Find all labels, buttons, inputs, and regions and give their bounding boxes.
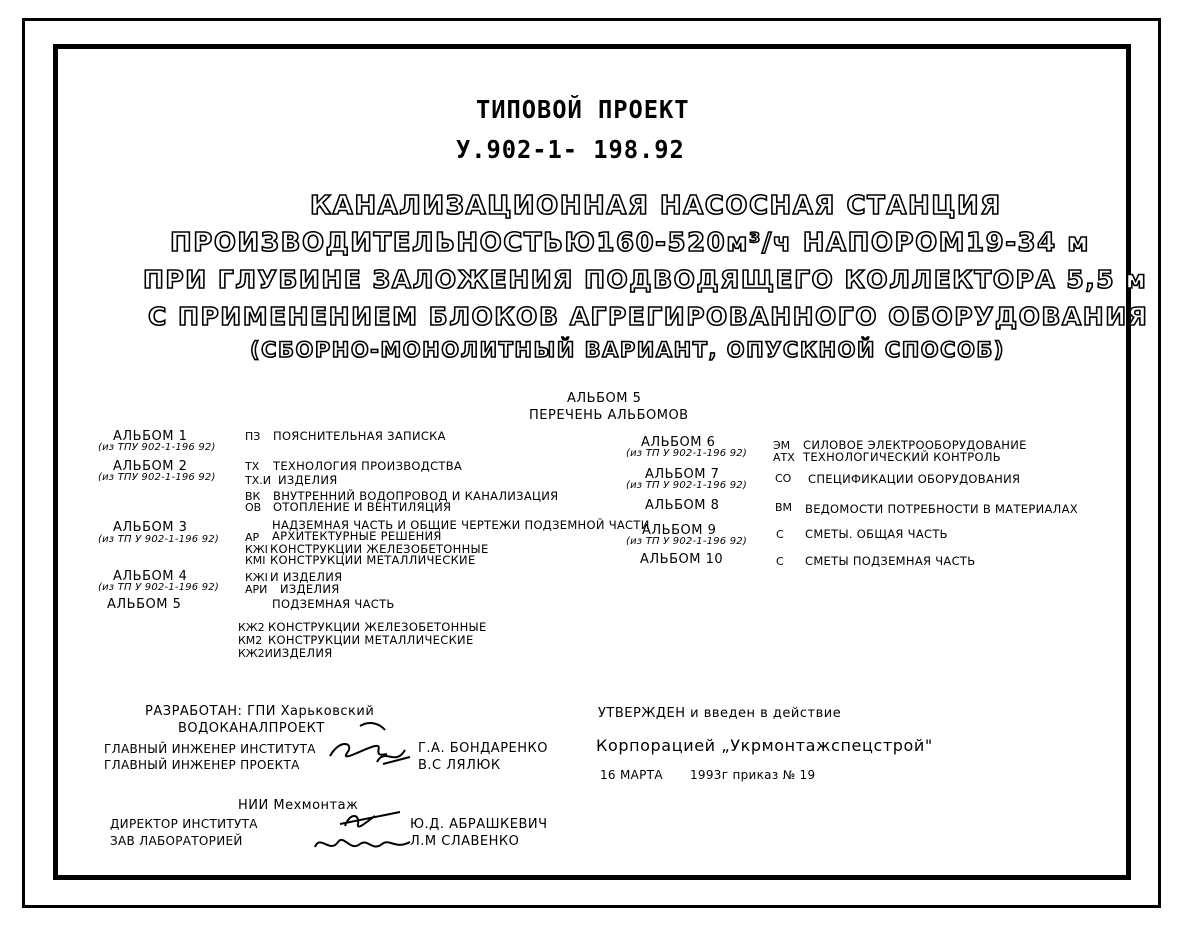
album-label: АЛЬБОМ 5 xyxy=(567,391,642,406)
album-2-code-3: ВК xyxy=(245,490,261,503)
approved-line: УТВЕРЖДЕН и введен в действие xyxy=(598,706,842,721)
album-7-label: АЛЬБОМ 7 xyxy=(645,467,720,482)
album-10-label: АЛЬБОМ 10 xyxy=(640,552,724,567)
album-3-desc-3: КОНСТРУКЦИИ МЕТАЛЛИЧЕСКИЕ xyxy=(270,553,476,567)
title-line-3: ПРИ ГЛУБИНЕ ЗАЛОЖЕНИЯ ПОДВОДЯЩЕГО КОЛЛЕКТОРА 5,5 м xyxy=(143,265,1148,294)
title-line-4: С ПРИМЕНЕНИЕМ БЛОКОВ АГРЕГИРОВАННОГО ОБОРУДОВАНИЯ xyxy=(148,302,1149,331)
album-4-desc-2: ИЗДЕЛИЯ xyxy=(280,582,340,596)
album-3-code-2: КЖI xyxy=(245,543,268,556)
album-8-label: АЛЬБОМ 8 xyxy=(645,498,720,513)
album-4-desc-1: И ИЗДЕЛИЯ xyxy=(270,570,343,584)
album-2-ref: (из ТПУ 902-1-196 92) xyxy=(98,472,216,483)
signature-2 xyxy=(375,742,415,772)
album-9-desc: СМЕТЫ. ОБЩАЯ ЧАСТЬ xyxy=(805,527,948,541)
album-2-code-1: ТХ xyxy=(245,460,260,473)
album-7-code: СО xyxy=(775,472,792,485)
album-6-code-2: АТХ xyxy=(773,451,795,464)
signature-3 xyxy=(320,804,410,834)
album-9-code: С xyxy=(776,528,784,541)
album-5-desc-3: ИЗДЕЛИЯ xyxy=(273,646,333,660)
album-5-label: АЛЬБОМ 5 xyxy=(107,597,182,612)
album-4-label: АЛЬБОМ 4 xyxy=(113,569,188,584)
album-1-desc: ПОЯСНИТЕЛЬНАЯ ЗАПИСКА xyxy=(273,429,446,443)
album-3-desc-1: АРХИТЕКТУРНЫЕ РЕШЕНИЯ xyxy=(272,529,442,543)
album-5-code-3: КЖ2И xyxy=(238,647,273,660)
approval-order: 1993г приказ № 19 xyxy=(690,768,816,782)
role-director: ДИРЕКТОР ИНСТИТУТА xyxy=(110,817,258,831)
album-3-code-3: КМI xyxy=(245,554,266,567)
name-lyalyuk: В.С ЛЯЛЮК xyxy=(418,758,501,773)
album-5-desc-1: КОНСТРУКЦИИ ЖЕЛЕЗОБЕТОННЫЕ xyxy=(268,620,487,634)
album-2-desc-2: ИЗДЕЛИЯ xyxy=(278,473,338,487)
role-chief-engineer-project: ГЛАВНЫЙ ИНЖЕНЕР ПРОЕКТА xyxy=(104,758,300,772)
album-3-desc-2: КОНСТРУКЦИИ ЖЕЛЕЗОБЕТОННЫЕ xyxy=(270,542,489,556)
album-10-desc: СМЕТЫ ПОДЗЕМНАЯ ЧАСТЬ xyxy=(805,554,976,568)
album-3-code-1: АР xyxy=(245,531,260,544)
album-2-desc-3: ВНУТРЕННИЙ ВОДОПРОВОД И КАНАЛИЗАЦИЯ xyxy=(273,489,559,503)
album-1-ref: (из ТПУ 902-1-196 92) xyxy=(98,442,216,453)
album-6-desc-2: ТЕХНОЛОГИЧЕСКИЙ КОНТРОЛЬ xyxy=(803,450,1001,464)
album-7-ref: (из ТП У 902-1-196 92) xyxy=(626,480,747,491)
developer-org: ВОДОКАНАЛПРОЕКТ xyxy=(178,721,325,736)
album-5-desc-2: КОНСТРУКЦИИ МЕТАЛЛИЧЕСКИЕ xyxy=(268,633,474,647)
album-1-label: АЛЬБОМ 1 xyxy=(113,429,188,444)
project-number: У.902-1- 198.92 xyxy=(456,135,685,164)
album-4-code-1: КЖI xyxy=(245,571,268,584)
corporation-line: Корпорацией „Укрмонтажспецстрой" xyxy=(596,736,933,755)
album-3-label: АЛЬБОМ 3 xyxy=(113,520,188,535)
album-5-code-2: КМ2 xyxy=(238,634,263,647)
title-line-1: КАНАЛИЗАЦИОННАЯ НАСОСНАЯ СТАНЦИЯ xyxy=(310,191,1002,221)
album-6-code-1: ЭМ xyxy=(773,439,791,452)
album-2-desc-1: ТЕХНОЛОГИЯ ПРОИЗВОДСТВА xyxy=(273,459,463,473)
album-7-desc: СПЕЦИФИКАЦИИ ОБОРУДОВАНИЯ xyxy=(808,472,1021,486)
album-3-head: НАДЗЕМНАЯ ЧАСТЬ И ОБЩИЕ ЧЕРТЕЖИ ПОДЗЕМНОЙ ЧАСТИ xyxy=(272,518,650,532)
name-slavenko: Л.М СЛАВЕНКО xyxy=(410,834,520,849)
album-6-desc-1: СИЛОВОЕ ЭЛЕКТРООБОРУДОВАНИЕ xyxy=(803,438,1027,452)
name-bondarenko: Г.А. БОНДАРЕНКО xyxy=(418,741,548,756)
album-10-code: С xyxy=(776,555,784,568)
project-type: ТИПОВОЙ ПРОЕКТ xyxy=(476,95,690,124)
developed-by: РАЗРАБОТАН: ГПИ Харьковский xyxy=(145,704,375,719)
album-2-code-4: ОВ xyxy=(245,501,262,514)
album-6-label: АЛЬБОМ 6 xyxy=(641,435,716,450)
album-2-label: АЛЬБОМ 2 xyxy=(113,459,188,474)
role-lab-head: ЗАВ ЛАБОРАТОРИЕЙ xyxy=(110,834,243,848)
name-abrashkevich: Ю.Д. АБРАШКЕВИЧ xyxy=(410,817,548,832)
role-chief-engineer-institute: ГЛАВНЫЙ ИНЖЕНЕР ИНСТИТУТА xyxy=(104,742,316,756)
album-9-label: АЛЬБОМ 9 xyxy=(642,523,717,538)
album-5-code-1: КЖ2 xyxy=(238,621,265,634)
approval-date: 16 МАРТА xyxy=(600,768,663,782)
album-list-heading: ПЕРЕЧЕНЬ АЛЬБОМОВ xyxy=(529,408,689,423)
signature-4 xyxy=(310,832,420,858)
title-line-2: ПРОИЗВОДИТЕЛЬНОСТЬЮ160-520м³/ч НАПОРОМ19-34 м xyxy=(170,228,1091,258)
album-2-code-2: ТХ.И xyxy=(245,474,271,487)
album-8-desc: ВЕДОМОСТИ ПОТРЕБНОСТИ В МАТЕРИАЛАХ xyxy=(805,502,1078,516)
album-6-ref: (из ТП У 902-1-196 92) xyxy=(626,448,747,459)
album-9-ref: (из ТП У 902-1-196 92) xyxy=(626,536,747,547)
album-2-desc-4: ОТОПЛЕНИЕ И ВЕНТИЛЯЦИЯ xyxy=(273,500,452,514)
album-5-head: ПОДЗЕМНАЯ ЧАСТЬ xyxy=(272,597,395,611)
album-8-code: ВМ xyxy=(775,501,793,514)
album-4-ref: (из ТП У 902-1-196 92) xyxy=(98,582,219,593)
album-3-ref: (из ТП У 902-1-196 92) xyxy=(98,534,219,545)
album-4-code-2: АРИ xyxy=(245,583,268,596)
title-line-5: (СБОРНО-МОНОЛИТНЫЙ ВАРИАНТ, ОПУСКНОЙ СПОСОБ) xyxy=(250,338,1006,362)
institute-name: НИИ Мехмонтаж xyxy=(238,798,359,813)
album-1-code: ПЗ xyxy=(245,430,261,443)
